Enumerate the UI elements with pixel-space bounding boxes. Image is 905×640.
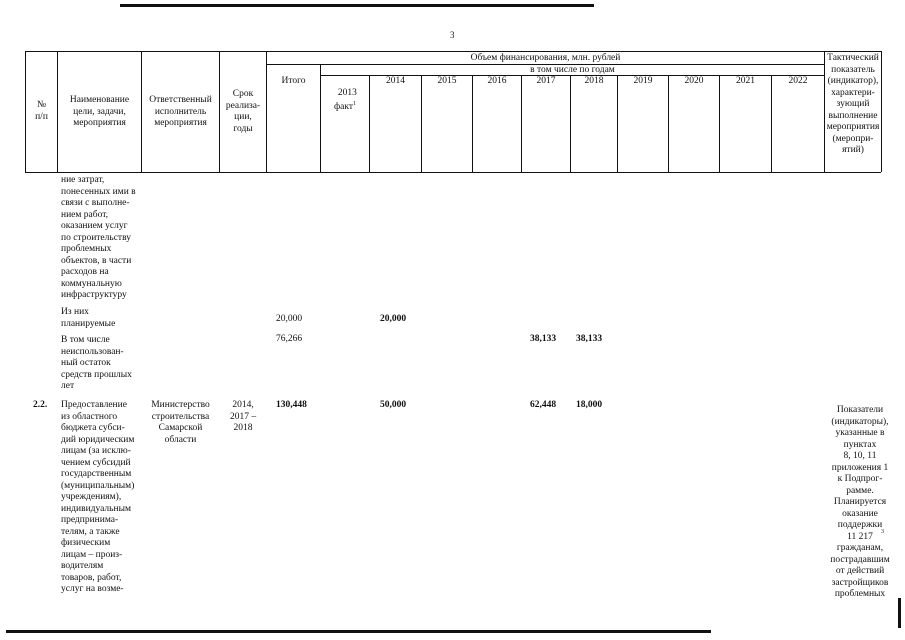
item-indicator-footnote: 3 <box>881 529 884 535</box>
header-total: Итого <box>281 76 306 86</box>
header-2013-label: 2013 факт <box>333 87 357 113</box>
planned-label: Из них планируемые <box>61 307 116 329</box>
header-by-years: в том числе по годам <box>530 65 615 75</box>
header-2018: 2018 <box>584 76 604 86</box>
item-2017: 62,448 <box>530 400 557 410</box>
header-2021: 2021 <box>736 76 755 86</box>
unused-2018: 38,133 <box>576 334 603 344</box>
header-2014: 2014 <box>386 76 405 86</box>
header-2020: 2020 <box>684 76 704 86</box>
item-number: 2.2. <box>33 400 48 410</box>
header-2015: 2015 <box>437 76 457 86</box>
top-scan-rule <box>120 4 594 7</box>
item-2018: 18,000 <box>576 400 603 410</box>
header-indicator: Тактический показатель (индикатор), характери- зующий выполнение мероприятия (меропри- ятий) <box>826 53 880 155</box>
bottom-scan-rule <box>6 630 711 633</box>
header-2022: 2022 <box>788 76 808 86</box>
header-2013 <box>321 76 369 114</box>
item-indicator-tail: гражданам, пострадавшим от действий застройщиков проблемных <box>830 543 890 599</box>
item-executor: Министерство строительства Самарской области <box>151 400 210 445</box>
page-number: 3 <box>450 30 455 40</box>
header-executor: Ответственный исполнитель мероприятия <box>149 95 212 128</box>
planned-2014: 20,000 <box>380 314 407 324</box>
right-scan-edge <box>898 598 901 628</box>
planned-total: 20,000 <box>276 314 303 324</box>
unused-total: 76,266 <box>276 334 303 344</box>
header-funding: Объем финансирования, млн. рублей <box>470 53 621 63</box>
header-2019: 2019 <box>633 76 653 86</box>
header-2013-footnote: 1 <box>353 101 356 107</box>
item-indicator-text: Показатели (индикаторы), указанные в пунктах 8, 10, 11 приложения 1 к Подпрог- рамме. Планируется оказание поддержки 11 217 <box>831 405 889 542</box>
item-total: 130,448 <box>276 400 307 410</box>
unused-label: В том числе неиспользован- ный остаток средств прошлых лет <box>61 335 132 391</box>
header-name: Наименование цели, задачи, мероприятия <box>69 95 130 128</box>
item-indicator <box>825 405 895 601</box>
unused-2017: 38,133 <box>530 334 557 344</box>
header-2016: 2016 <box>487 76 507 86</box>
header-term: Срок реализа- ции, годы <box>225 89 261 134</box>
header-2017: 2017 <box>536 76 556 86</box>
item-term: 2014, 2017 – 2018 <box>229 400 257 433</box>
header-num: № п/п <box>35 100 48 122</box>
item-2014: 50,000 <box>380 400 407 410</box>
continuation-text: ние затрат, понесенных ими в связи с выполне- нием работ, оказанием услуг по строительству проблемных объектов, в части расходов на коммунальную инфраструктуру <box>61 175 136 300</box>
item-text: Предоставление из областного бюджета субси- дий юридическим лицам (за исклю- чением субсидий государственным (муниципальным) учреждениям), индивидуальным предпринима- телям, а также физическим лицам – произ- водителям товаров, работ, услуг на возме- <box>61 400 135 594</box>
